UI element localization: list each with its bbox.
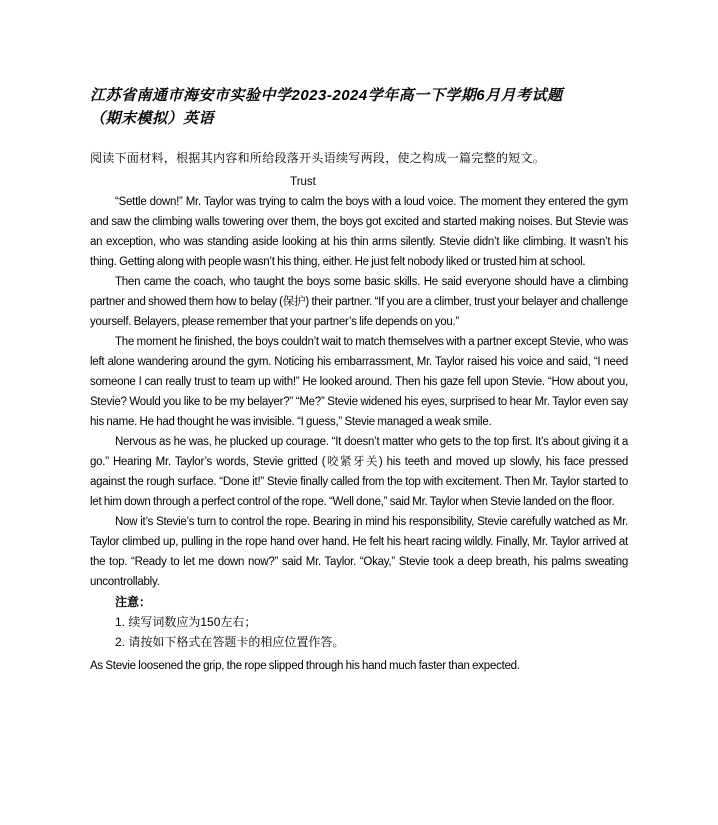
passage-title: Trust — [290, 176, 316, 188]
writing-instruction-text: 阅读下面材料，根据其内容和所给段落开头语续写两段，使之构成一篇完整的短文。 — [90, 151, 546, 165]
passage-paragraph-4: Nervous as he was, he plucked up courage. “It doesn’t matter who gets to the top first. It’s about giving it a go.” Hearing Mr. Taylor’s words, Stevie gritted (咬紧牙关) his teeth and moved up slowly, his face pressed against the rough surface. “Done it!” Stevie finally called from the top with excitement. Then Mr. Taylor started to let him down through a perfect control of the rope. “Well done,” said Mr. Taylor when Stevie landed on the floor. — [90, 436, 628, 508]
document-title — [90, 84, 628, 130]
passage-body — [90, 192, 628, 592]
passage-paragraph-3: The moment he finished, the boys couldn’t wait to match themselves with a partner except Stevie, who was left alone wandering around the gym. Noticing his embarrassment, Mr. Taylor raised his voice and said, “I need someone I can really trust to team up with!” He looked around. Then his gaze fell upon Stevie. “How about you, Stevie? Would you like to be my belayer?” “Me?” Stevie widened his eyes, surprised to hear Mr. Taylor even say his name. He had thought he was invisible. “I guess,” Stevie managed a weak smile. — [90, 336, 628, 428]
passage-paragraph-2: Then came the coach, who taught the boys some basic skills. He said everyone should have a climbing partner and showed them how to belay (保护) their partner. “If you are a climber, trust your belayer and challenge yourself. Belayers, please remember that your partner’s life depends on you.” — [90, 276, 628, 328]
notes-section — [90, 592, 628, 652]
note-item-1: 1. 续写词数应为150左右； — [115, 615, 257, 629]
document-title-line-1: 江苏省南通市海安市实验中学2023-2024学年高一下学期6月月考试题 — [90, 87, 563, 104]
passage-paragraph-1: “Settle down!” Mr. Taylor was trying to calm the boys with a loud voice. The moment they entered the gym and saw the climbing walls towering over them, the boys got excited and started making noises. But Stevie was an exception, who was standing aside looking at his thin arms silently. Stevie didn’t like climbing. It wasn’t his thing. Getting along with people wasn’t his thing, either. He just felt nobody liked or trusted him at school. — [90, 196, 628, 268]
document-title-line-2: （期末模拟）英语 — [90, 110, 215, 127]
notes-heading: 注意： — [115, 595, 152, 609]
passage-paragraph-5: Now it’s Stevie’s turn to control the rope. Bearing in mind his responsibility, Stevie carefully watched as Mr. Taylor climbed up, pulling in the rope hand over hand. He felt his heart racing wildly. Finally, Mr. Taylor arrived at the top. “Ready to let me down now?” said Mr. Taylor. “Okay,” Stevie took a deep breath, his palms sweating uncontrollably. — [90, 516, 628, 588]
continuation-opening-sentence: As Stevie loosened the grip, the rope slipped through his hand much faster than expected. — [90, 660, 520, 672]
note-item-2: 2. 请按如下格式在答题卡的相应位置作答。 — [115, 635, 345, 649]
